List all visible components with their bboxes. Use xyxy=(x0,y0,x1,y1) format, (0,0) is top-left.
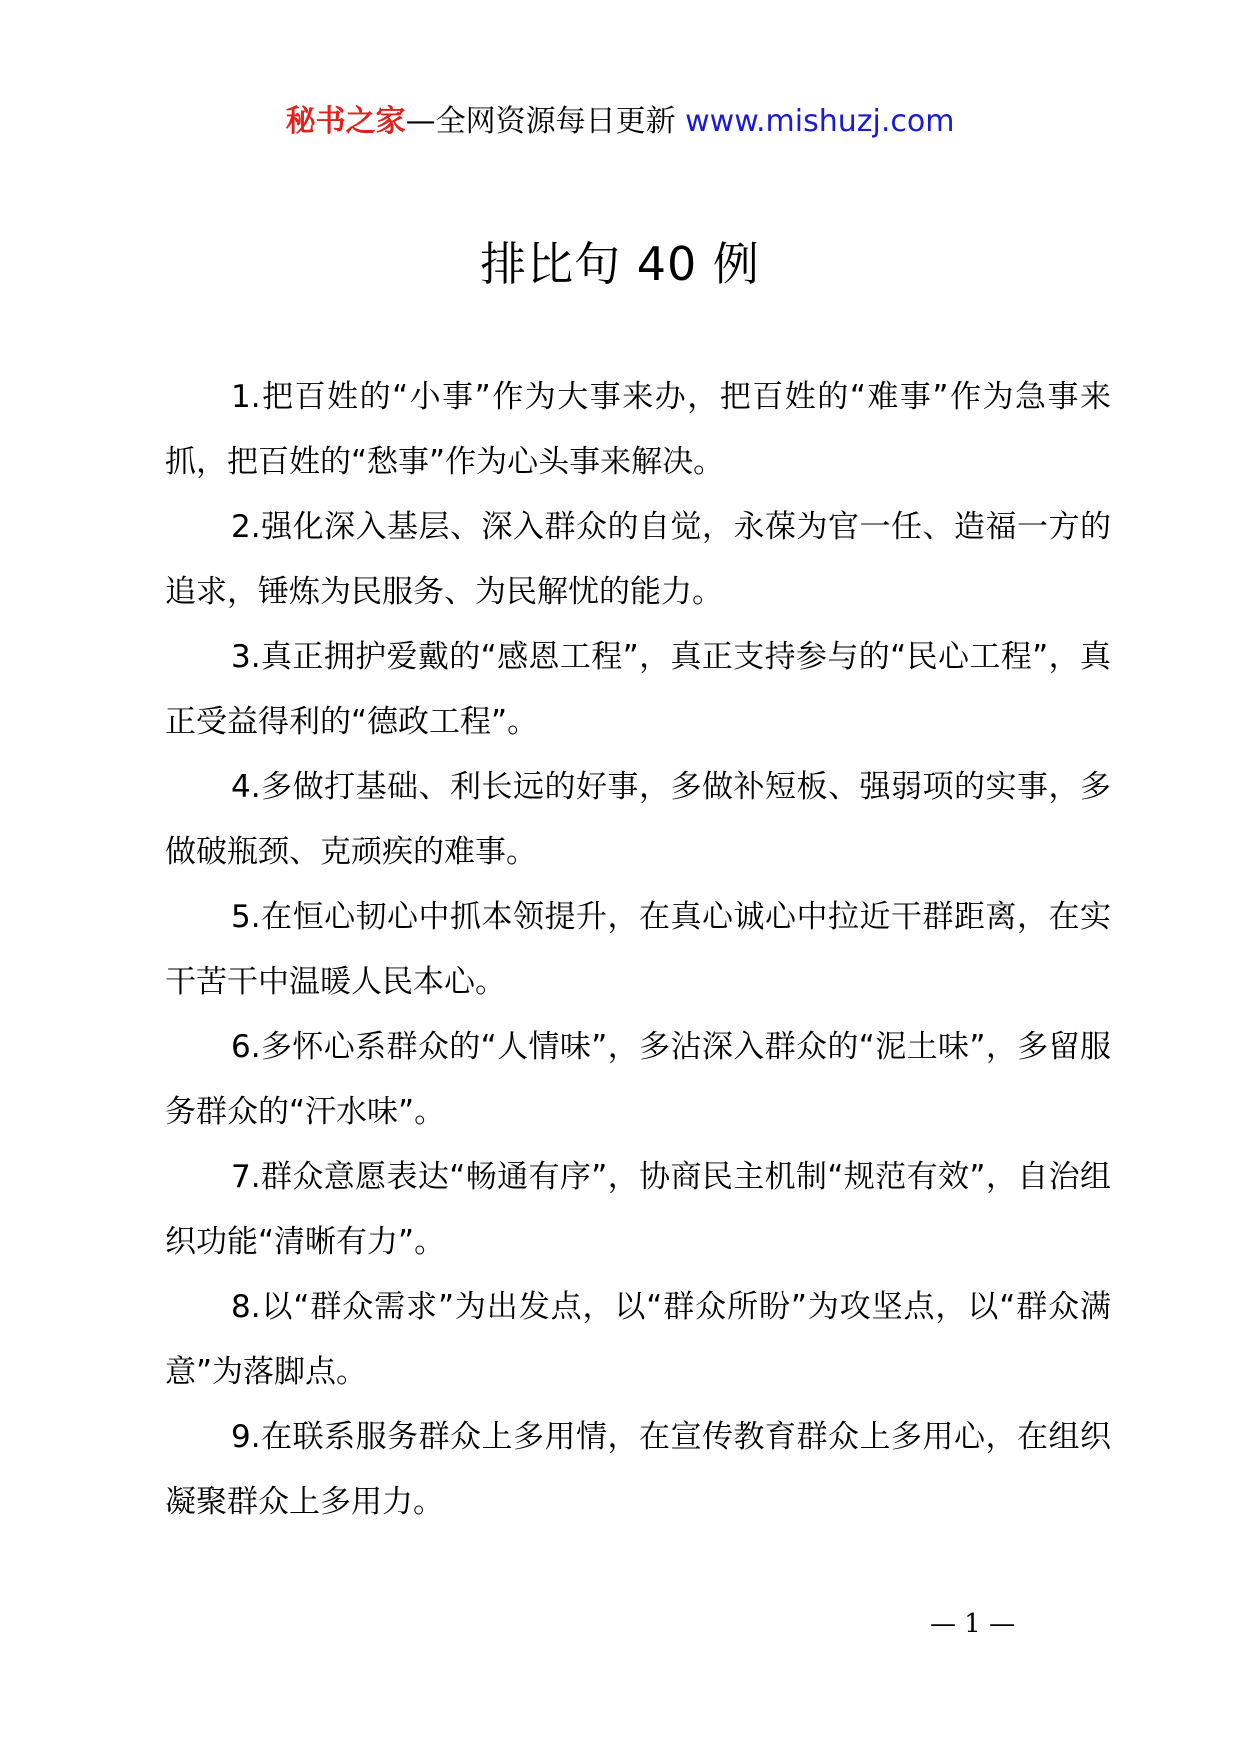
paragraph-6: 6.多怀心系群众的“人情味”，多沾深入群众的“泥土味”，多留服务群众的“汗水味”。 xyxy=(165,1029,1111,1130)
paragraph-3: 3.真正拥护爱戴的“感恩工程”，真正支持参与的“民心工程”，真正受益得利的“德政工程”。 xyxy=(165,639,1111,740)
page-number: — 1 — xyxy=(930,1609,1016,1639)
site-header xyxy=(0,100,1240,144)
paragraph-1: 1.把百姓的“小事”作为大事来办，把百姓的“难事”作为急事来抓，把百姓的“愁事”作为心头事来解决。 xyxy=(165,379,1111,480)
paragraph-9: 9.在联系服务群众上多用情，在宣传教育群众上多用心，在组织凝聚群众上多用力。 xyxy=(165,1419,1111,1520)
document-title: 排比句 40 例 xyxy=(480,237,760,291)
header-tagline: —全网资源每日更新 xyxy=(405,104,686,139)
brand-name: 秘书之家 xyxy=(285,104,406,139)
document-body xyxy=(165,365,1111,1535)
paragraph-2: 2.强化深入基层、深入群众的自觉，永葆为官一任、造福一方的追求，锤炼为民服务、为民解忧的能力。 xyxy=(165,509,1111,610)
paragraph-4: 4.多做打基础、利长远的好事，多做补短板、强弱项的实事，多做破瓶颈、克顽疾的难事。 xyxy=(165,769,1111,870)
paragraph-7: 7.群众意愿表达“畅通有序”，协商民主机制“规范有效”，自治组织功能“清晰有力”。 xyxy=(165,1159,1111,1260)
paragraph-5: 5.在恒心韧心中抓本领提升，在真心诚心中拉近干群距离，在实干苦干中温暖人民本心。 xyxy=(165,899,1111,1000)
site-url[interactable]: www.mishuzj.com xyxy=(685,104,955,139)
paragraph-8: 8.以“群众需求”为出发点，以“群众所盼”为攻坚点，以“群众满意”为落脚点。 xyxy=(165,1289,1111,1390)
